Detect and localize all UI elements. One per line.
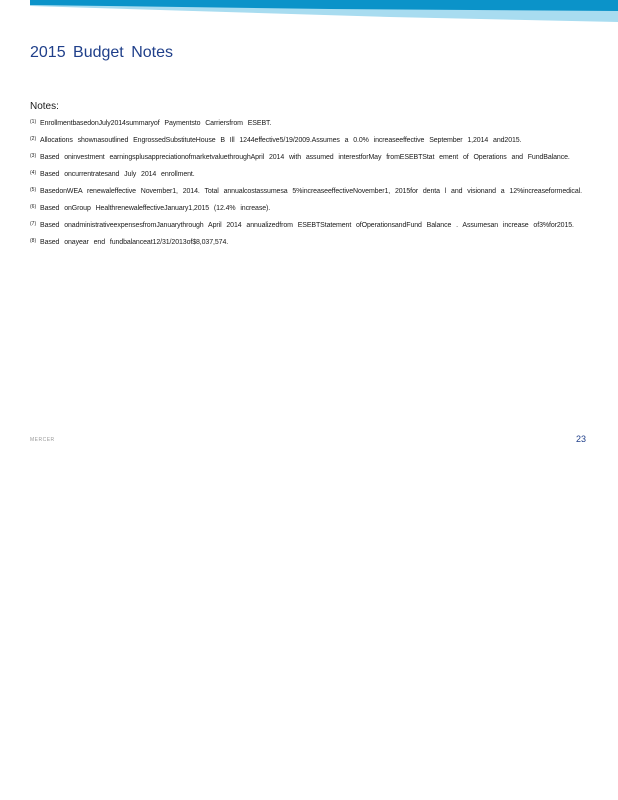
- note-4: [30, 170, 585, 179]
- note-number: (7): [30, 221, 37, 227]
- note-2: [30, 136, 585, 145]
- note-number: (4): [30, 170, 37, 176]
- note-3: [30, 153, 585, 162]
- notes-list: [30, 119, 585, 255]
- note-text: Based onadministrativeexpensesfromJanuarythrough April 2014 annualizedfrom ESEBTStatement ofOperationsandFund Balance . Assumesan increase of3%for2015.: [40, 222, 574, 229]
- note-text: Based onayear end fundbalanceat12/31/2013of$8,037,574.: [40, 239, 229, 246]
- note-text: Allocations shownasoutlined EngrossedSubstituteHouse B Ill 1244effective5/19/2009.Assumes a 0.0% increaseeffective September 1,2014 and2015.: [40, 137, 522, 144]
- note-6: [30, 204, 585, 213]
- note-text: Based oncurrentratesand July 2014 enrollment.: [40, 171, 195, 178]
- page-title: 2015 Budget Notes: [30, 44, 173, 61]
- note-text: Based onGroup HealthrenewaleffectiveJanuary1,2015 (12.4% increase).: [40, 205, 271, 212]
- note-number: (1): [30, 119, 37, 125]
- header-band: [30, 0, 618, 22]
- notes-heading: Notes:: [30, 101, 59, 112]
- note-1: [30, 119, 585, 128]
- note-7: [30, 221, 585, 230]
- note-5: [30, 187, 585, 196]
- note-number: (2): [30, 136, 37, 142]
- note-number: (6): [30, 204, 37, 210]
- note-8: [30, 238, 585, 247]
- footer-brand-logo: MERCER: [30, 437, 55, 443]
- note-text: EnrollmentbasedonJuly2014summaryof Paymentsto Carriersfrom ESEBT.: [40, 120, 272, 127]
- note-number: (8): [30, 238, 37, 244]
- note-text: BasedonWEA renewaleffective November1, 2014. Total annualcostassumesa 5%increaseeffectiveNovember1, 2015for denta l and visionand a 12%increaseformedical.: [40, 188, 582, 195]
- note-number: (5): [30, 187, 37, 193]
- note-text: Based oninvestment earningsplusappreciationofmarketvaluethroughApril 2014 with assumed interestforMay fromESEBTStat ement of Operations and FundBalance.: [40, 154, 570, 161]
- page-number: 23: [575, 434, 586, 444]
- note-number: (3): [30, 153, 37, 159]
